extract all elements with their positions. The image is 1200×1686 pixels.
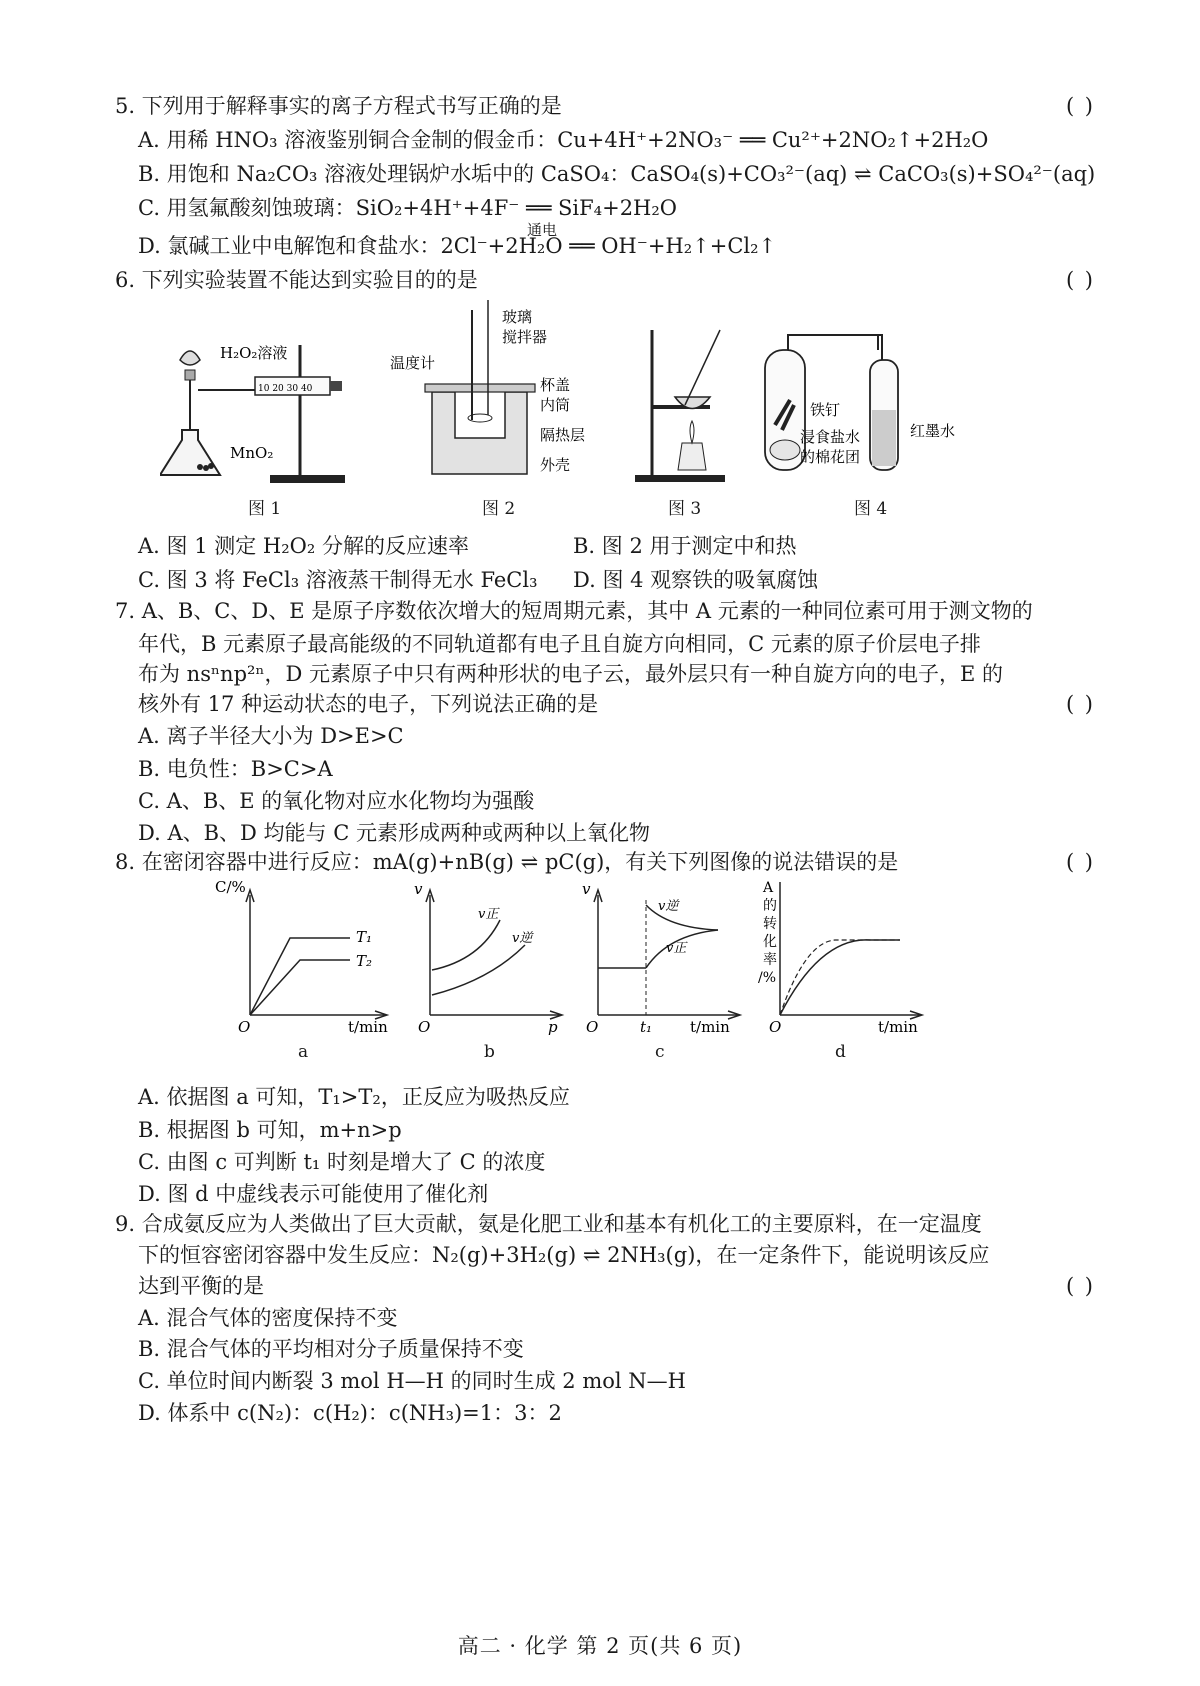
graph-c-ylabel: v xyxy=(582,880,591,898)
q6-answer-blank: ( ) xyxy=(1065,268,1095,292)
q9-option-a: A. 混合气体的密度保持不变 xyxy=(138,1306,398,1330)
graph-c-caption: c xyxy=(655,1042,665,1062)
q6-option-d: D. 图 4 观察铁的吸氧腐蚀 xyxy=(573,568,819,592)
page-footer: 高二 · 化学 第 2 页(共 6 页) xyxy=(457,1634,743,1658)
graph-b-origin: O xyxy=(418,1018,431,1035)
q7-stem-line-4: 核外有 17 种运动状态的电子，下列说法正确的是 xyxy=(138,692,599,716)
graph-d-ylabel-5: 率 xyxy=(763,952,777,968)
fig2-label-lid: 杯盖 xyxy=(540,376,571,394)
fig2-label-stirrer-2: 搅拌器 xyxy=(502,328,548,346)
q5-stem: 5. 下列用于解释事实的离子方程式书写正确的是 xyxy=(115,94,562,118)
q7-option-b: B. 电负性：B>C>A xyxy=(138,757,333,781)
fig4-label-cotton-2: 的棉花团 xyxy=(800,448,861,466)
fig2-label-insulation: 隔热层 xyxy=(540,426,586,444)
graph-a-caption: a xyxy=(298,1042,309,1062)
graph-c-origin: O xyxy=(586,1018,599,1035)
q5-option-a: A. 用稀 HNO₃ 溶液鉴别铜合金制的假金币：Cu+4H⁺+2NO₃⁻ ══ Cu²⁺+2NO₂↑+2H₂O xyxy=(138,128,989,152)
q9-stem-line-2: 下的恒容密闭容器中发生反应：N₂(g)+3H₂(g) ⇌ 2NH₃(g)，在一定条件下，能说明该反应 xyxy=(138,1243,990,1267)
figure-4-caption: 图 4 xyxy=(854,499,888,519)
graph-b-curve-reverse: v逆 xyxy=(512,931,533,946)
graph-d-ylabel-1: A xyxy=(763,880,774,896)
q7-answer-blank: ( ) xyxy=(1065,692,1095,716)
fig2-label-stirrer-1: 玻璃 xyxy=(502,308,533,326)
figure-1-apparatus xyxy=(160,330,360,490)
graph-a-ylabel: C/% xyxy=(215,880,246,896)
q6-option-b: B. 图 2 用于测定中和热 xyxy=(573,534,797,558)
graph-a xyxy=(210,880,390,1035)
fig1-label-catalyst: MnO₂ xyxy=(230,444,274,462)
graph-b xyxy=(410,880,570,1035)
fig2-label-shell: 外壳 xyxy=(540,456,571,474)
q9-option-c: C. 单位时间内断裂 3 mol H—H 的同时生成 2 mol N—H xyxy=(138,1369,686,1393)
q5-answer-blank: ( ) xyxy=(1065,94,1095,118)
q5-electrolysis-condition: 通电 xyxy=(527,221,558,239)
q9-stem-line-1: 9. 合成氨反应为人类做出了巨大贡献，氨是化肥工业和基本有机化工的主要原料，在一定温度 xyxy=(115,1212,982,1236)
q9-option-d: D. 体系中 c(N₂)：c(H₂)：c(NH₃)=1：3：2 xyxy=(138,1401,562,1425)
graph-d-ylabel-2: 的 xyxy=(763,898,777,914)
q9-answer-blank: ( ) xyxy=(1065,1274,1095,1298)
graph-c-tick-t1: t₁ xyxy=(640,1018,653,1035)
q7-option-c: C. A、B、E 的氧化物对应水化物均为强酸 xyxy=(138,789,535,813)
graph-a-curve-t1: T₁ xyxy=(356,928,373,946)
fig2-label-inner: 内筒 xyxy=(540,396,571,414)
q7-stem-line-3: 布为 nsⁿnp²ⁿ，D 元素原子中只有两种形状的电子云，最外层只有一种自旋方向的电子，E 的 xyxy=(138,662,1004,686)
graph-c xyxy=(578,880,748,1035)
q7-stem-line-1: 7. A、B、C、D、E 是原子序数依次增大的短周期元素，其中 A 元素的一种同位素可用于测文物的 xyxy=(115,599,1033,623)
graph-a-xlabel: t/min xyxy=(348,1018,388,1035)
q8-stem: 8. 在密闭容器中进行反应：mA(g)+nB(g) ⇌ pC(g)，有关下列图像的说法错误的是 xyxy=(115,850,899,874)
fig1-syringe-scale: 10 20 30 40 xyxy=(258,384,313,394)
figure-3-evaporation xyxy=(630,325,740,485)
graph-d-xlabel: t/min xyxy=(878,1018,918,1035)
figure-4-corrosion xyxy=(760,330,990,480)
graph-c-xlabel: t/min xyxy=(690,1018,730,1035)
fig4-label-ink: 红墨水 xyxy=(910,422,956,440)
figure-3-caption: 图 3 xyxy=(668,499,702,519)
graph-b-ylabel: v xyxy=(414,880,423,898)
q6-option-c: C. 图 3 将 FeCl₃ 溶液蒸干制得无水 FeCl₃ xyxy=(138,568,538,592)
q9-stem-line-3: 达到平衡的是 xyxy=(138,1274,264,1298)
graph-a-origin: O xyxy=(238,1018,251,1035)
q5-option-d: D. 氯碱工业中电解饱和食盐水：2Cl⁻+2H₂O ══ OH⁻+H₂↑+Cl₂↑ xyxy=(138,234,777,258)
graph-a-curve-t2: T₂ xyxy=(356,952,373,970)
q8-option-d: D. 图 d 中虚线表示可能使用了催化剂 xyxy=(138,1182,489,1206)
figure-1-caption: 图 1 xyxy=(248,499,282,519)
q7-option-a: A. 离子半径大小为 D>E>C xyxy=(138,724,404,748)
fig4-label-nail: 铁钉 xyxy=(810,401,841,419)
graph-c-curve-forward: v正 xyxy=(666,941,687,956)
q5-option-c: C. 用氢氟酸刻蚀玻璃：SiO₂+4H⁺+4F⁻ ══ SiF₄+2H₂O xyxy=(138,196,678,220)
graph-d xyxy=(755,872,930,1035)
graph-d-ylabel-6: /% xyxy=(758,970,777,986)
graph-b-xlabel: p xyxy=(548,1018,558,1035)
graph-d-ylabel-4: 化 xyxy=(763,934,777,950)
graph-c-curve-reverse: v逆 xyxy=(658,899,679,914)
fig2-label-thermometer: 温度计 xyxy=(390,354,436,372)
figure-2-calorimeter xyxy=(390,300,610,490)
graph-d-ylabel-3: 转 xyxy=(763,916,777,932)
q8-answer-blank: ( ) xyxy=(1065,850,1095,874)
figure-2-caption: 图 2 xyxy=(482,499,516,519)
fig4-label-cotton-1: 浸食盐水 xyxy=(800,428,861,446)
graph-b-curve-forward: v正 xyxy=(478,907,499,922)
graph-d-origin: O xyxy=(769,1018,782,1035)
fig1-label-solution: H₂O₂溶液 xyxy=(220,344,288,362)
q6-option-a: A. 图 1 测定 H₂O₂ 分解的反应速率 xyxy=(138,534,469,558)
q7-stem-line-2: 年代，B 元素原子最高能级的不同轨道都有电子且自旋方向相同，C 元素的原子价层电子排 xyxy=(138,632,981,656)
q6-stem: 6. 下列实验装置不能达到实验目的的是 xyxy=(115,268,478,292)
q8-option-c: C. 由图 c 可判断 t₁ 时刻是增大了 C 的浓度 xyxy=(138,1150,546,1174)
q7-option-d: D. A、B、D 均能与 C 元素形成两种或两种以上氧化物 xyxy=(138,821,650,845)
q8-option-b: B. 根据图 b 可知，m+n>p xyxy=(138,1118,402,1142)
q9-option-b: B. 混合气体的平均相对分子质量保持不变 xyxy=(138,1337,524,1361)
q8-option-a: A. 依据图 a 可知，T₁>T₂，正反应为吸热反应 xyxy=(138,1085,570,1109)
graph-d-caption: d xyxy=(835,1042,846,1062)
q5-option-b: B. 用饱和 Na₂CO₃ 溶液处理锅炉水垢中的 CaSO₄：CaSO₄(s)+CO₃²⁻(aq) ⇌ CaCO₃(s)+SO₄²⁻(aq) xyxy=(138,162,1096,186)
graph-b-caption: b xyxy=(484,1042,495,1062)
